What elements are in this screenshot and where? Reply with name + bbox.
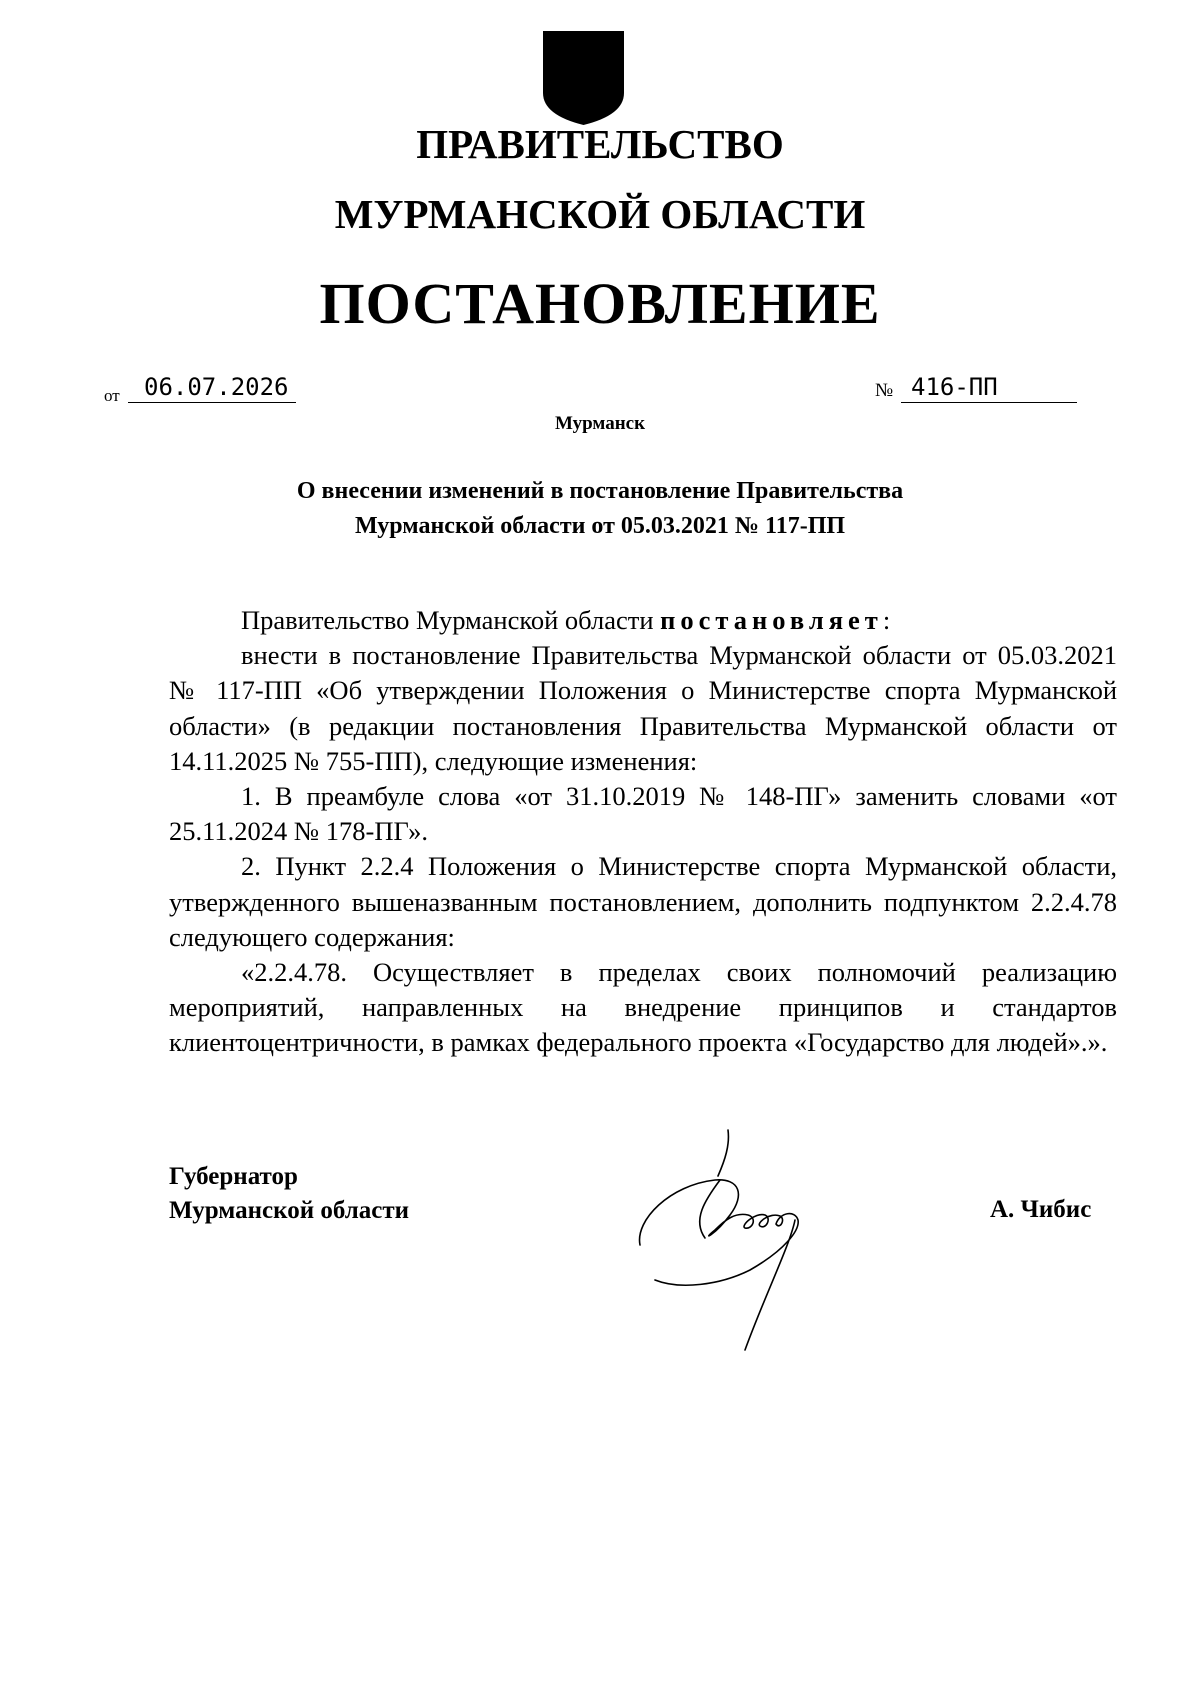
signatory-title — [169, 1160, 409, 1228]
city: Мурманск — [554, 413, 646, 434]
document-type-title: ПОСТАНОВЛЕНИЕ — [319, 271, 881, 336]
body-paragraph-5: «2.2.4.78. Осуществляет в пределах своих полномочий реализацию мероприятий, направленных на внедрение принципов и стандартов клиентоцентричности, в рамках федерального проекта «Государство для людей».». — [169, 957, 1117, 1058]
document-body — [169, 603, 1117, 1061]
resolves-keyword: постановляет — [660, 605, 883, 635]
body-paragraph-1 — [169, 603, 1117, 638]
subject-line-1: О внесении изменений в постановление Правительства — [296, 478, 904, 504]
document-number: 416-ПП — [901, 372, 1077, 403]
subject-line-2: Мурманской области от 05.03.2021 № 117-ПП — [354, 513, 846, 539]
handwritten-signature-icon — [630, 1120, 860, 1360]
coat-of-arms-emblem-icon — [543, 31, 624, 125]
body-paragraph-4: 2. Пункт 2.2.4 Положения о Министерстве спорта Мурманской области, утвержденного вышеназванным постановлением, дополнить подпунктом 2.2.4.78 следующего содержания: — [169, 851, 1117, 952]
number-label: № — [875, 380, 894, 401]
date-label: от — [104, 386, 120, 405]
body-paragraph-1-start: Правительство Мурманской области — [241, 605, 661, 635]
body-paragraph-3: 1. В преамбуле слова «от 31.10.2019 № 148-ПГ» заменить словами «от 25.11.2024 № 178-ПГ». — [169, 781, 1117, 847]
document-date: 06.07.2026 — [128, 372, 296, 403]
body-paragraph-2: внести в постановление Правительства Мурманской области от 05.03.2021 № 117-ПП «Об утверждении Положения о Министерстве спорта Мурманской области» (в редакции постановления Правительства Мурманской области от 14.11.2025 № 755-ПП), следующие изменения: — [169, 640, 1117, 776]
body-paragraph-1-end: : — [882, 605, 891, 635]
issuer-line-2: МУРМАНСКОЙ ОБЛАСТИ — [334, 191, 866, 237]
signatory-name: А. Чибис — [990, 1196, 1092, 1223]
signatory-title-line-2: Мурманской области — [169, 1197, 410, 1224]
issuer-line-1: ПРАВИТЕЛЬСТВО — [416, 121, 784, 167]
signatory-title-line-1: Губернатор — [169, 1163, 298, 1190]
